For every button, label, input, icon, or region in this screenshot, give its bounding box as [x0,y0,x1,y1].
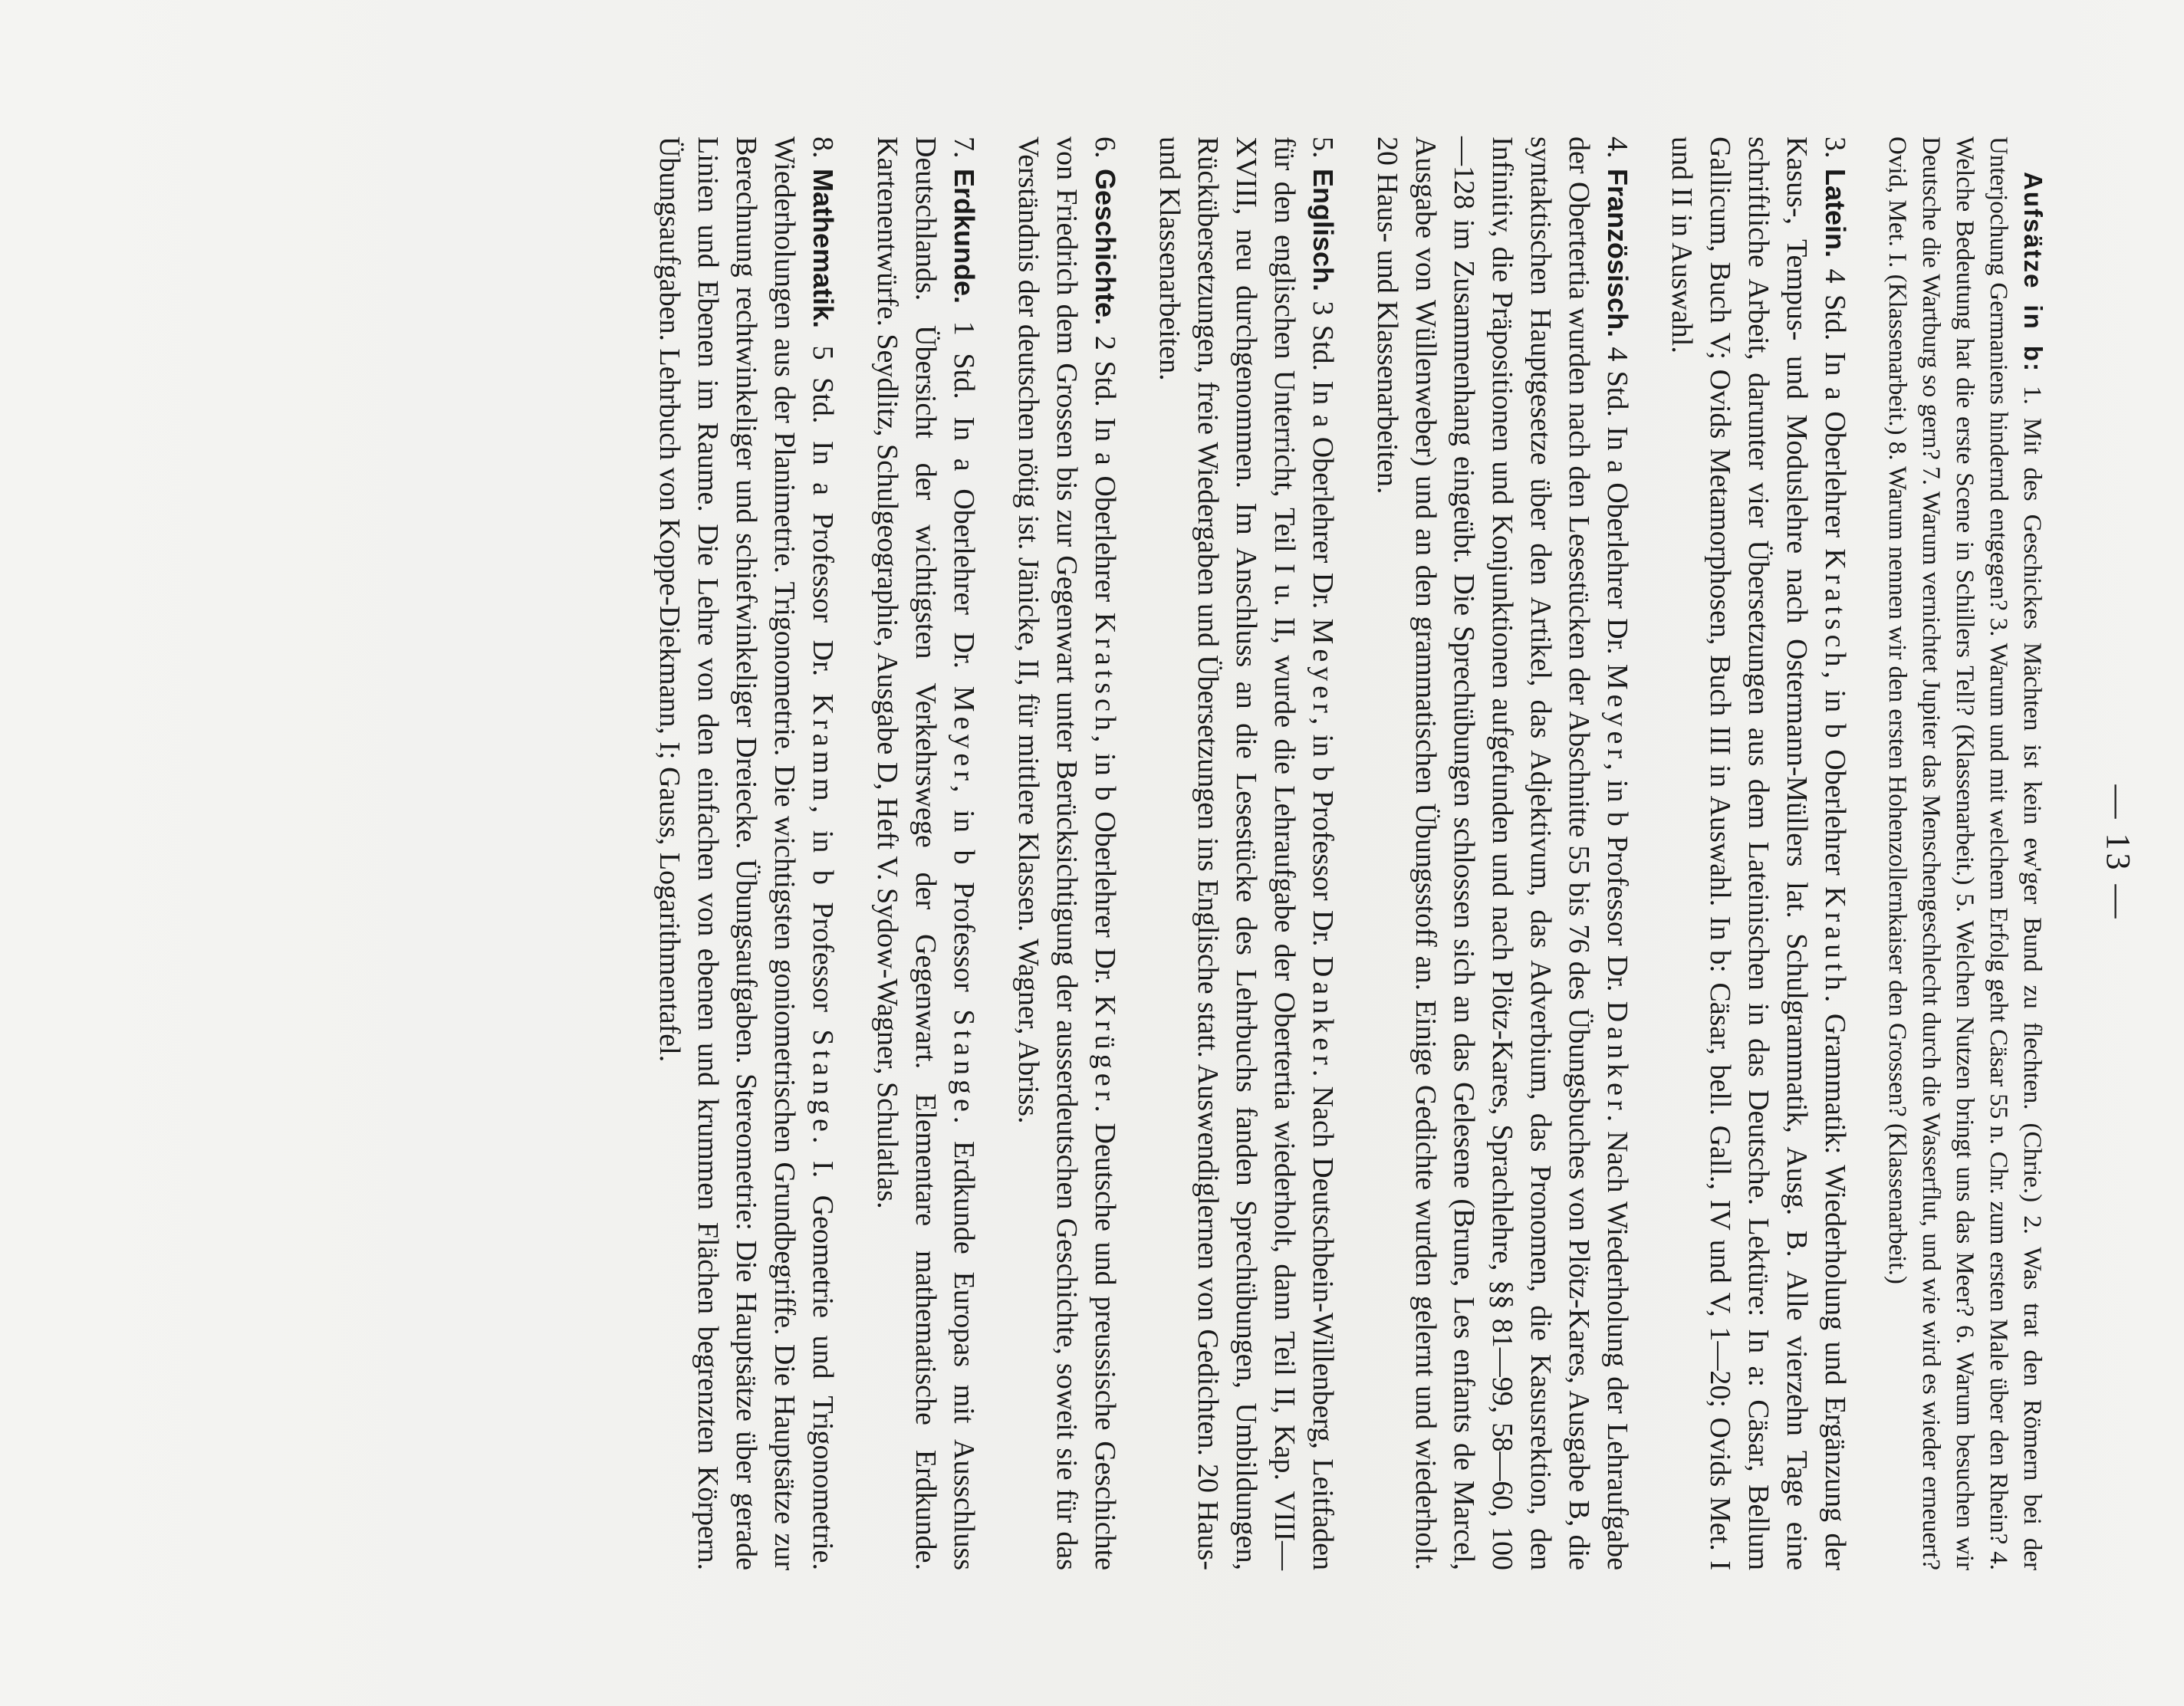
essay-topics-text: 1. Mit des Geschickes Mächten ist kein ew'ger Bund zu flechten. (Chrie.) 2. Was trat den Römern bei der Unterjochung Germaniens hindernd entgegen? 3. Warum und mit welchem Erfolg geht Cäsar 55 n. Chr. zum ersten Male über den Rhein? 4. Welche Bedeutung hat die erste Scene in Schillers Tell? (Klassenarbeit.) 5. Welchen Nutzen bringt uns das Meer? 6. Warum besuchen wir Deutsche die Wartburg so gern? 7. Warum vernichtet Jupiter das Menschengeschlecht durch die Wasserflut, und wie wird es wieder erneuert? Ovid, Met. I. (Klassenarbeit.) 8. Warum nennen wir den ersten Hohenzollernkaiser den Grossen? (Klassenarbeit.) [1883,136,2046,1570]
section-number: 6. [1089,136,1121,159]
teacher-name: Kramm [807,693,839,806]
teacher-name: Meyer [1307,618,1339,718]
section-intro: 3 Std. In a Oberlehrer Dr. [1307,301,1339,610]
section-text: . Nach Wiederholung der Lehraufgabe der Obertertia wurden nach den Lesestücken der Abschnitte 55 bis 76 des Übungsbuches von Plötz-Kares, Ausgabe B, die syntaktischen Hauptgesetze über den Artikel, das Adjektivum, das Adverbium, das Pronomen, die Kasusrektion, den Infinitiv, die Präpositionen und Konjunktionen aufgefunden und nach Plötz-Kares, Sprachlehre, §§ 81—99, 58—60, 100—128 im Zusammenhang eingeübt. Die Sprechübungen schlossen sich an das Gelesene (Brune, Les enfants de Marcel, Ausgabe von Wüllenweber) und an den grammatischen Übungsstoff an. Einige Gedichte wurden gelernt und wiederholt. 20 Haus- und Klassenarbeiten. [1371,136,1633,1570]
teacher-name: Kratsch [1089,612,1121,735]
teacher-name: Krüger [1089,994,1121,1106]
essay-topics-paragraph [1880,136,2050,1570]
section-englisch [1150,136,1342,1570]
section-mid: , in b Professor [807,805,839,1012]
teacher-name: Meyer [1601,663,1633,764]
section-text: . I. Geometrie und Trigonometrie. Wiederholungen aus der Planimetrie. Trigonometrie. Die wichtigsten goniometrischen Grundbegriffe. Die Hauptsätze zur Berechnung rechtwinkeliger und schiefwinkeliger Dreiecke. Übungsaufgaben. Stereometrie: Die Hauptsätze über gerade Linien und Ebenen im Raume. Die Lehre von den einfachen von ebenen und krummen Flächen begrenzten Körpern. Übungsaufgaben. Lehrbuch von Koppe-Diekmann, I; Gauss, Logarithmentafel. [653,136,839,1571]
section-subject: Geschichte. [1090,169,1121,326]
section-franzoesisch [1368,136,1636,1570]
section-number: 8. [807,136,839,159]
section-text: . Grammatik: Wiederholung und Ergänzung der Kasus-, Tempus- und Moduslehre nach Ostermann-Müllers lat. Schulgrammatik, Ausg. B. Alle vierzehn Tage eine schriftliche Arbeit, darunter vier Übersetzungen aus dem Lateinischen in das Deutsche. Lektüre: In a: Cäsar, Bellum Gallicum, Buch V; Ovids Metamorphosen, Buch III in Auswahl. In b: Cäsar, bell. Gall., IV und V, 1—20; Ovids Met. I und II in Auswahl. [1666,136,1851,1571]
section-mid: , in b Oberlehrer Dr. [1089,735,1121,984]
teacher-name: Danker [1601,1001,1633,1115]
teacher-name: Krauth [1819,886,1851,995]
essay-topics-label: Aufsätze in b: [2019,172,2048,373]
teacher-name: Meyer [948,685,980,785]
section-text: . Erdkunde Europas mit Ausschluss Deutschlands. Übersicht der wichtigsten Verkehrswege der Gegenwart. Elementare mathematische Erdkunde. Kartenentwürfe. Seydlitz, Schulgeographie, Ausgabe D, Heft V. Sydow-Wagner, Schulatlas. [871,136,980,1571]
section-number: 5. [1307,136,1339,159]
section-mathematik [650,136,842,1570]
section-intro: 5 Std. In a Professor Dr. [807,345,839,677]
section-mid: , in b Professor Dr. [1307,717,1339,947]
teacher-name: Kratsch [1819,548,1851,672]
section-subject: Französisch. [1602,169,1633,338]
page-content [624,136,2050,1570]
section-mid: , in b Oberlehrer [1819,671,1851,876]
section-intro: 4 Std. In a Oberlehrer [1819,268,1851,537]
section-intro: 4 Std. In a Oberlehrer Dr. [1601,347,1633,655]
section-geschichte [1009,136,1124,1570]
section-intro: 2 Std. In a Oberlehrer [1089,335,1121,602]
section-subject: Latein. [1820,169,1851,258]
section-mid: , in b Professor Dr. [1601,763,1633,992]
teacher-name: Stange [807,1029,839,1136]
section-text: . Deutsche und preussische Geschichte von Friedrich dem Grossen bis zur Gegenwart unter Berücksichtigung der ausserdeutschen Geschichte, soweit sie für das Verständnis der deutschen nötig ist. Jänicke, II, für mittlere Klassen. Wagner, Abriss. [1012,136,1121,1571]
section-latein [1663,136,1854,1570]
section-mid: , in b Professor [948,784,980,992]
section-subject: Englisch. [1307,169,1339,292]
section-subject: Erdkunde. [949,169,980,304]
section-intro: 1 Std. In a Oberlehrer Dr. [948,320,980,669]
section-text: . Nach Deutschbein-Willenberg, Leitfaden für den englischen Unterricht, Teil I u. II, wurde die Lehraufgabe der Obertertia wiederholt, dann Teil II, Kap. VIII—XVIII, neu durchgenommen. Im Anschluss an die Lesestücke des Lehrbuchs fanden Sprechübungen, Umbildungen, Rückübersetzungen, freie Wiedergaben und Übersetzungen ins Englische statt. Auswendiglernen von Gedichten. 20 Haus- und Klassenarbeiten. [1153,136,1339,1571]
teacher-name: Danker [1307,955,1339,1070]
section-number: 4. [1601,136,1633,159]
section-number: 3. [1819,136,1851,159]
page-number: — 13 — [2100,784,2137,922]
section-erdkunde [868,136,983,1570]
teacher-name: Stange [948,1009,980,1116]
section-subject: Mathematik. [807,169,839,329]
section-number: 7. [948,136,980,159]
